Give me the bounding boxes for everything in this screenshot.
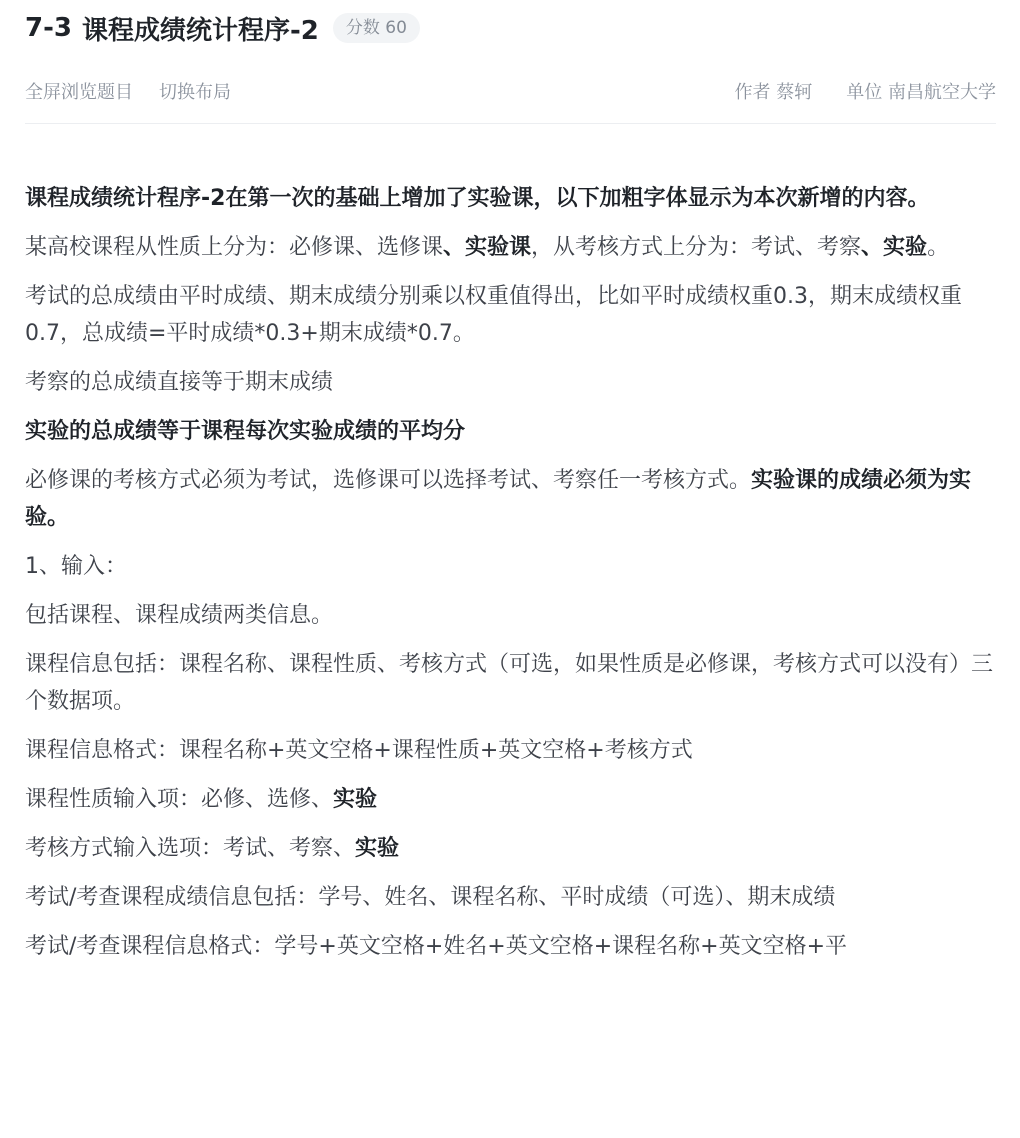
exam-score-paragraph: 考试的总成绩由平时成绩、期末成绩分别乘以权重值得出，比如平时成绩权重0.3，期末成绩权重0.7，总成绩=平时成绩*0.3+期末成绩*0.7。 [25,284,962,346]
score-format-paragraph: 考试/考查课程信息格式：学号+英文空格+姓名+英文空格+课程名称+英文空格+平 [25,934,848,959]
title-row [25,11,420,45]
header-divider [25,123,996,124]
course-nature-options: 课程性质输入项：必修、选修、实验 [25,787,378,812]
intro-paragraph: 课程成绩统计程序-2在第一次的基础上增加了实验课，以下加粗字体显示为本次新增的内容。 [25,186,930,211]
score-badge: 分数 60 [333,13,420,43]
assessment-score-paragraph: 考察的总成绩直接等于期末成绩 [25,370,334,395]
course-format-paragraph: 课程信息格式：课程名称+英文空格+课程性质+英文空格+考核方式 [25,738,693,763]
assessment-rule-paragraph: 必修课的考核方式必须为考试，选修课可以选择考试、考察任一考核方式。实验课的成绩必须为实验。 [25,468,972,530]
assessment-options: 考核方式输入选项：考试、考察、实验 [25,836,400,861]
lab-score-paragraph: 实验的总成绩等于课程每次实验成绩的平均分 [25,419,466,444]
toolbar-actions [25,78,257,104]
unit-info: 单位 南昌航空大学 [846,82,996,103]
problem-description [25,180,994,977]
meta-toolbar [25,76,996,106]
fullscreen-button[interactable]: 全屏浏览题目 [25,82,133,103]
input-info-paragraph: 包括课程、课程成绩两类信息。 [25,603,334,628]
author-info: 作者 蔡轲 [734,82,813,103]
problem-meta [735,78,996,104]
score-info-paragraph: 考试/考查课程成绩信息包括：学号、姓名、课程名称、平时成绩（可选）、期末成绩 [25,885,836,910]
switch-layout-button[interactable]: 切换布局 [159,82,231,103]
input-heading: 1、输入： [25,554,127,579]
course-nature-paragraph: 某高校课程从性质上分为：必修课、选修课、实验课，从考核方式上分为：考试、考察、实验。 [25,235,950,260]
course-info-paragraph: 课程信息包括：课程名称、课程性质、考核方式（可选，如果性质是必修课，考核方式可以没有）三个数据项。 [25,652,994,714]
problem-number: 7-3 [25,13,72,43]
problem-title: 课程成绩统计程序-2 [81,15,319,46]
